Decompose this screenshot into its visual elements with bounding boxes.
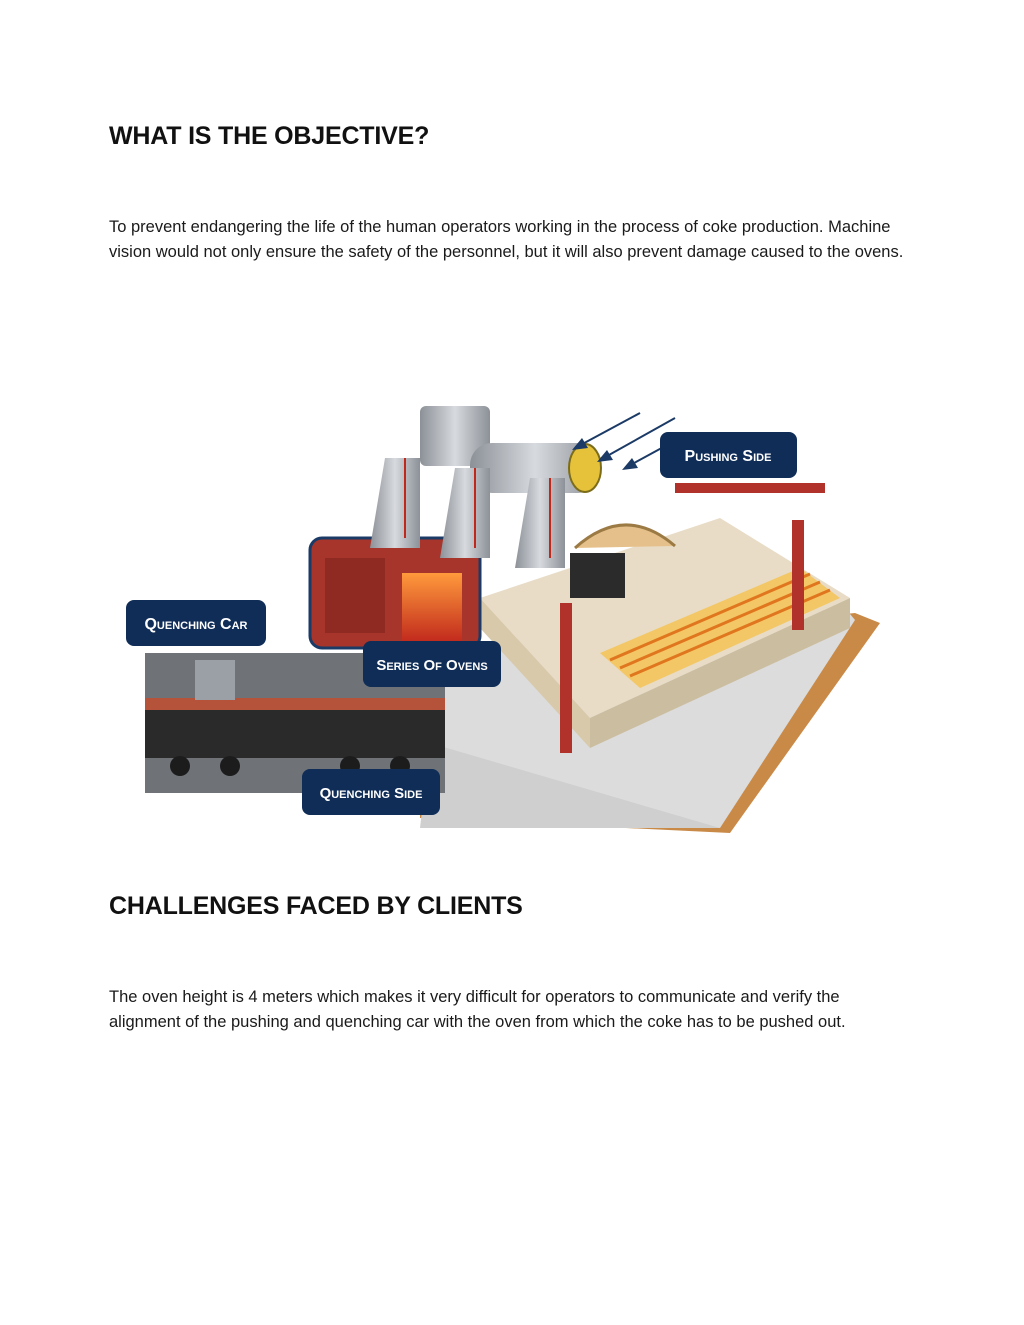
callout-pushing-side <box>660 432 797 478</box>
svg-text:Series Of Ovens: Series Of Ovens <box>376 657 488 674</box>
callout-quenching-side <box>302 769 440 815</box>
top-machinery <box>370 406 601 568</box>
callout-series-of-ovens <box>363 641 501 687</box>
section-heading-challenges: CHALLENGES FACED BY CLIENTS <box>109 892 523 920</box>
svg-text:Quenching Side: Quenching Side <box>319 785 423 802</box>
challenges-paragraph: The oven height is 4 meters which makes it very difficult for operators to communicate and verify the alignment of the pushing and quenching car with the oven from which the coke has to be pushed out. <box>109 988 846 1031</box>
callout-quenching-car <box>126 600 266 646</box>
section-heading-objective: WHAT IS THE OBJECTIVE? <box>109 122 430 150</box>
svg-text:Quenching Car: Quenching Car <box>144 616 248 633</box>
objective-paragraph: To prevent endangering the life of the human operators working in the process of coke production. Machine vision would not only ensure the safety of the personnel, but it will also prevent damage caused to the ovens. <box>109 218 904 261</box>
coke-oven-diagram <box>120 398 890 838</box>
svg-text:Pushing Side: Pushing Side <box>684 448 772 465</box>
